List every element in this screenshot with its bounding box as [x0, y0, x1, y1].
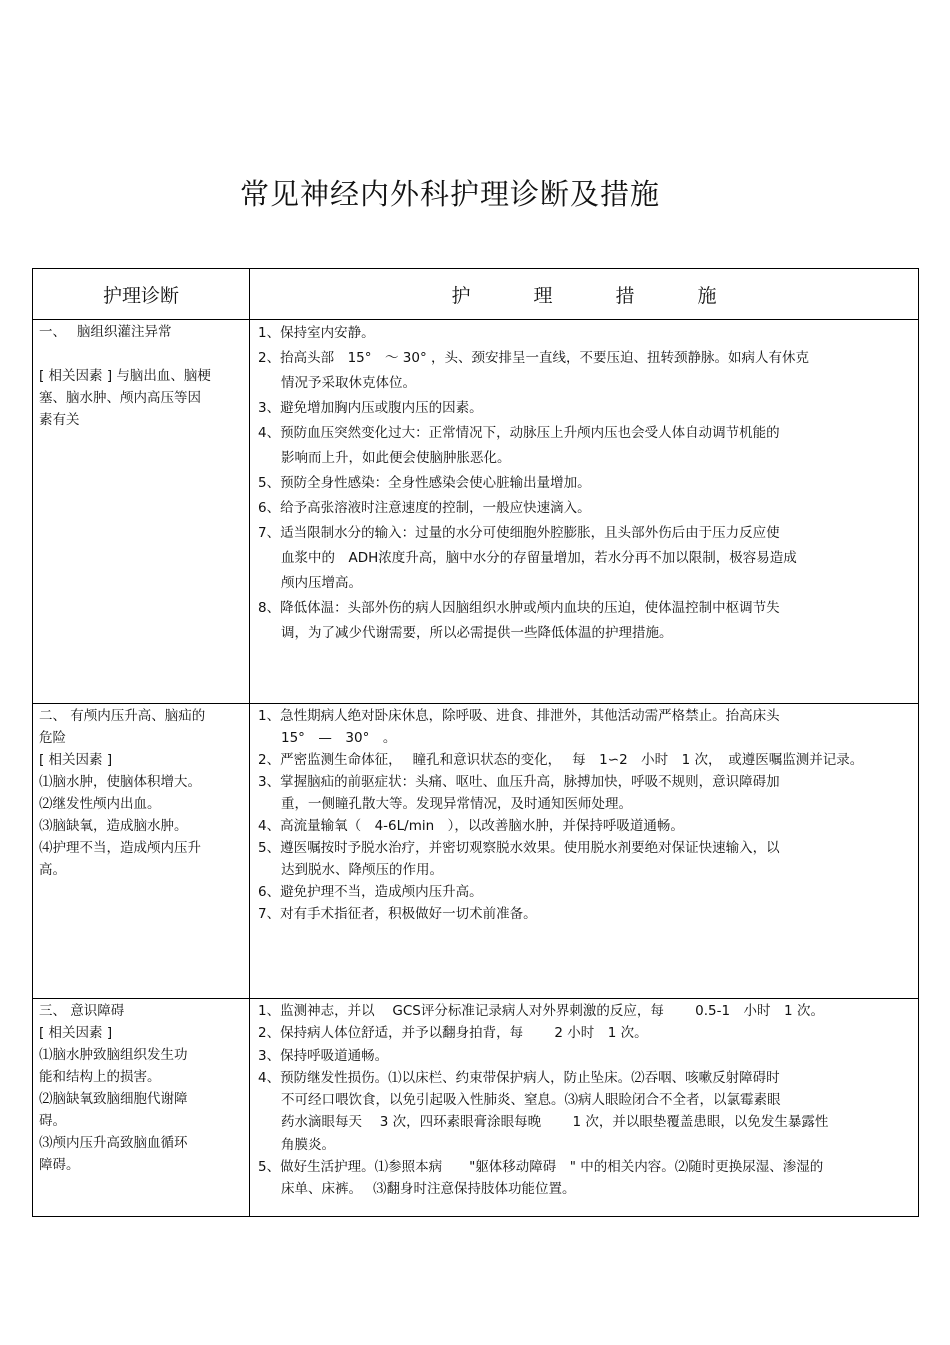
header-diagnosis: 护理诊断: [33, 269, 250, 320]
diagnosis-line: 二、 有颅内压升高、脑疝的: [39, 708, 206, 724]
measure-item: 1、监测神志，并以 GCS评分标准记录病人对外界刺激的反应，每 0.5-1 小时 1 次。: [258, 1003, 824, 1019]
page-title: 常见神经内外科护理诊断及措施: [239, 177, 660, 211]
measure-item: 2、严密监测生命体征， 瞳孔和意识状态的变化， 每 1∽2 小时 1 次， 或遵医嘱监测并记录。: [258, 752, 864, 768]
measure-item: 2、抬高头部 15° ～ 30° ，头、颈安排呈一直线，不要压迫、扭转颈静脉。如病人有休克: [258, 350, 810, 366]
diagnosis-line: ⑴脑水肿致脑组织发生功: [39, 1047, 188, 1063]
diagnosis-cell: [33, 320, 250, 704]
measure-item: 5、预防全身性感染：全身性感染会使心脏输出量增加。: [258, 475, 591, 491]
care-table: [32, 268, 919, 1217]
diagnosis-cell: [33, 999, 250, 1217]
measure-item: 3、掌握脑疝的前驱症状：头痛、呕吐、血压升高，脉搏加快，呼吸不规则，意识障碍加: [258, 774, 780, 790]
diagnosis-line: 碍。: [39, 1113, 66, 1129]
measure-continuation: 达到脱水、降颅压的作用。: [281, 862, 443, 878]
measure-item: 1、急性期病人绝对卧床休息，除呼吸、进食、排泄外，其他活动需严格禁止。抬高床头: [258, 708, 780, 724]
measure-item: 3、保持呼吸道通畅。: [258, 1047, 389, 1064]
diagnosis-line: [ 相关因素 ]: [39, 1025, 113, 1041]
measure-item: 4、高流量输氧（ 4-6L/min ），以改善脑水肿，并保持呼吸道通畅。: [258, 818, 684, 834]
diagnosis-line: ⑶颅内压升高致脑血循环: [39, 1135, 188, 1151]
measure-continuation: 影响而上升，如此便会使脑肿胀恶化。: [281, 450, 511, 466]
measure-item: 4、预防继发性损伤。⑴以床栏、约束带保护病人，防止坠床。⑵吞咽、咳嗽反射障碍时: [258, 1069, 780, 1086]
diagnosis-line: [ 相关因素 ] 与脑出血、脑梗: [39, 368, 211, 384]
measure-continuation: 血浆中的 ADH浓度升高，脑中水分的存留量增加，若水分再不加以限制，极容易造成: [281, 550, 797, 566]
measure-continuation: 15° — 30° 。: [281, 730, 397, 746]
diagnosis-line: 素有关: [39, 412, 80, 428]
diagnosis-line: 三、 意识障碍: [39, 1003, 125, 1019]
diagnosis-line: 障碍。: [39, 1157, 80, 1173]
measure-item: 6、避免护理不当，造成颅内压升高。: [258, 884, 483, 900]
diagnosis-cell: [33, 704, 250, 999]
diagnosis-line: ⑶脑缺氧，造成脑水肿。: [39, 818, 188, 834]
measures-cell: [250, 704, 919, 999]
measure-item: 4、预防血压突然变化过大：正常情况下，动脉压上升颅内压也会受人体自动调节机能的: [258, 425, 780, 441]
diagnosis-line: 危险: [39, 730, 66, 746]
measure-item: 5、遵医嘱按时予脱水治疗，并密切观察脱水效果。使用脱水剂要绝对保证快速输入，以: [258, 840, 780, 856]
table-row: [33, 320, 919, 704]
diagnosis-line: ⑵继发性颅内出血。: [39, 796, 161, 812]
diagnosis-line: 塞、脑水肿、颅内高压等因: [39, 390, 201, 406]
measure-continuation: 调，为了减少代谢需要，所以必需提供一些降低体温的护理措施。: [281, 625, 673, 641]
measure-item: 2、保持病人体位舒适，并予以翻身拍背，每 2 小时 1 次。: [258, 1025, 648, 1042]
measure-item: 3、避免增加胸内压或腹内压的因素。: [258, 400, 483, 416]
diagnosis-line: 高。: [39, 862, 66, 878]
measure-item: 8、降低体温：头部外伤的病人因脑组织水肿或颅内血块的压迫，使体温控制中枢调节失: [258, 600, 780, 616]
measure-continuation: 角膜炎。: [281, 1136, 335, 1153]
table-row: [33, 999, 919, 1217]
measure-item: 7、适当限制水分的输入：过量的水分可使细胞外腔膨胀，且头部外伤后由于压力反应使: [258, 525, 780, 541]
diagnosis-line: 能和结构上的损害。: [39, 1069, 161, 1085]
measure-continuation: 床单、床裤。 ⑶翻身时注意保持肢体功能位置。: [281, 1181, 576, 1198]
measure-item: 1、保持室内安静。: [258, 325, 375, 341]
measure-continuation: 药水滴眼每天 3 次，四环素眼膏涂眼每晚 1 次，并以眼垫覆盖患眼，以免发生暴露性: [281, 1114, 829, 1131]
diagnosis-line: ⑵脑缺氧致脑细胞代谢障: [39, 1091, 188, 1107]
measure-continuation: 情况予采取休克体位。: [281, 375, 416, 391]
measures-cell: [250, 320, 919, 704]
diagnosis-line: ⑴脑水肿，使脑体积增大。: [39, 774, 201, 790]
measure-continuation: 颅内压增高。: [281, 575, 362, 591]
measures-cell: [250, 999, 919, 1217]
diagnosis-line: [39, 343, 243, 365]
measure-continuation: 重，一侧瞳孔散大等。发现异常情况，及时通知医师处理。: [281, 796, 632, 812]
table-row: [33, 704, 919, 999]
diagnosis-line: [ 相关因素 ]: [39, 752, 113, 768]
measure-item: 5、做好生活护理。⑴参照本病 "躯体移动障碍 " 中的相关内容。⑵随时更换尿湿、渗湿的: [258, 1159, 824, 1176]
measure-item: 7、对有手术指征者，积极做好一切术前准备。: [258, 906, 537, 922]
diagnosis-line: ⑷护理不当，造成颅内压升: [39, 840, 201, 856]
header-measures: 护 理 措 施: [250, 269, 919, 320]
table-header-row: [33, 269, 919, 320]
measure-continuation: 不可经口喂饮食，以免引起吸入性肺炎、窒息。⑶病人眼睑闭合不全者，以氯霉素眼: [281, 1092, 781, 1109]
measure-item: 6、给予高张溶液时注意速度的控制，一般应快速滴入。: [258, 500, 591, 516]
diagnosis-line: 一、 脑组织灌注异常: [39, 324, 172, 340]
